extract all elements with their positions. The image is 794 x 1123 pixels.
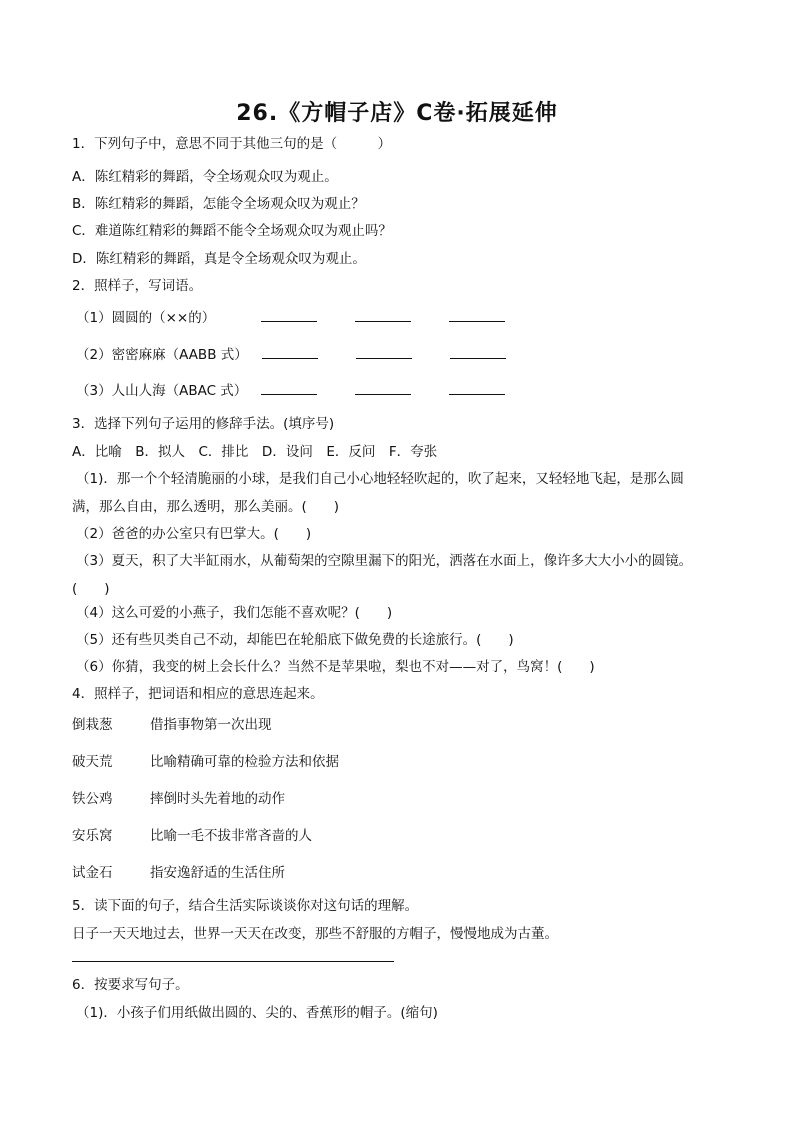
q4-word[interactable]: 安乐窝 — [72, 828, 113, 844]
q3-sentence-4: （4）这么可爱的小燕子，我们怎能不喜欢呢？( ) — [76, 605, 393, 621]
answer-blank[interactable] — [450, 344, 506, 359]
q5-answer-line[interactable] — [72, 961, 394, 962]
q1-option-a: A．陈红精彩的舞蹈，令全场观众叹为观止。 — [72, 169, 338, 185]
q1-stem: 1．下列句子中，意思不同于其他三句的是（ ） — [72, 136, 392, 152]
page-title: 26.《方帽子店》C卷·拓展延伸 — [236, 101, 558, 126]
q4-word[interactable]: 倒栽葱 — [72, 717, 113, 733]
q4-meaning[interactable]: 摔倒时头先着地的动作 — [150, 791, 285, 807]
q2-stem: 2．照样子，写词语。 — [72, 278, 203, 294]
q3-sentence-1: （1)．那一个个轻清脆丽的小球，是我们自己小心地轻轻吹起的，吹了起来，又轻轻地飞起，是那么圆 — [76, 471, 684, 487]
q3-sentence-2: （2）爸爸的办公室只有巴掌大。( ) — [76, 526, 312, 542]
q5-sentence: 日子一天天地过去，世界一天天在改变，那些不舒服的方帽子，慢慢地成为古董。 — [72, 926, 558, 942]
q3-sentence-1-cont: 满，那么自由，那么透明，那么美丽。( ) — [72, 499, 340, 515]
q1-option-b: B．陈红精彩的舞蹈，怎能令全场观众叹为观止？ — [72, 196, 365, 212]
q5-stem: 5．读下面的句子，结合生活实际谈谈你对这句话的理解。 — [72, 898, 419, 914]
answer-blank[interactable] — [356, 344, 412, 359]
answer-blank[interactable] — [449, 307, 505, 322]
q3-sentence-5: （5）还有些贝类自己不动，却能巴在轮船底下做免费的长途旅行。( ) — [76, 632, 514, 648]
answer-blank[interactable] — [261, 380, 317, 395]
q2-item-1-label: （1）圆圆的（××的） — [76, 310, 216, 326]
answer-blank[interactable] — [262, 344, 318, 359]
q3-options: A．比喻 B．拟人 C．排比 D．设问 E．反问 F．夸张 — [72, 444, 438, 460]
q1-option-c: C．难道陈红精彩的舞蹈不能令全场观众叹为观止吗？ — [72, 223, 392, 239]
q4-stem: 4．照样子，把词语和相应的意思连起来。 — [72, 686, 324, 702]
q4-meaning[interactable]: 借指事物第一次出现 — [150, 717, 272, 733]
q2-item-3 — [76, 379, 505, 399]
q4-meaning[interactable]: 比喻一毛不拔非常吝啬的人 — [150, 828, 312, 844]
q2-item-2-label: （2）密密麻麻（AABB 式） — [76, 347, 248, 363]
q2-item-1 — [76, 306, 505, 326]
answer-blank[interactable] — [355, 380, 411, 395]
q3-stem: 3．选择下列句子运用的修辞手法。(填序号) — [72, 416, 335, 432]
answer-blank[interactable] — [449, 380, 505, 395]
q4-word[interactable]: 铁公鸡 — [72, 791, 113, 807]
q4-word[interactable]: 破天荒 — [72, 754, 113, 770]
q3-sentence-6: （6）你猜，我变的树上会长什么？当然不是苹果啦，梨也不对——对了，鸟窝！( ) — [76, 659, 595, 675]
q6-stem: 6．按要求写句子。 — [72, 977, 189, 993]
q2-item-3-label: （3）人山人海（ABAC 式） — [76, 383, 248, 399]
q3-sentence-3: （3）夏天，积了大半缸雨水，从葡萄架的空隙里漏下的阳光，洒落在水面上，像许多大大小小的圆镜。 — [76, 553, 693, 569]
q2-item-2 — [76, 343, 506, 363]
q6-sentence-1: （1)．小孩子们用纸做出圆的、尖的、香蕉形的帽子。(缩句) — [76, 1005, 438, 1021]
answer-blank[interactable] — [355, 307, 411, 322]
q1-option-d: D．陈红精彩的舞蹈，真是令全场观众叹为观止。 — [72, 251, 366, 267]
q4-word[interactable]: 试金石 — [72, 865, 113, 881]
answer-blank[interactable] — [261, 307, 317, 322]
q3-sentence-3-cont: ( ) — [72, 581, 110, 597]
q4-meaning[interactable]: 指安逸舒适的生活住所 — [150, 865, 285, 881]
q4-meaning[interactable]: 比喻精确可靠的检验方法和依据 — [150, 754, 339, 770]
